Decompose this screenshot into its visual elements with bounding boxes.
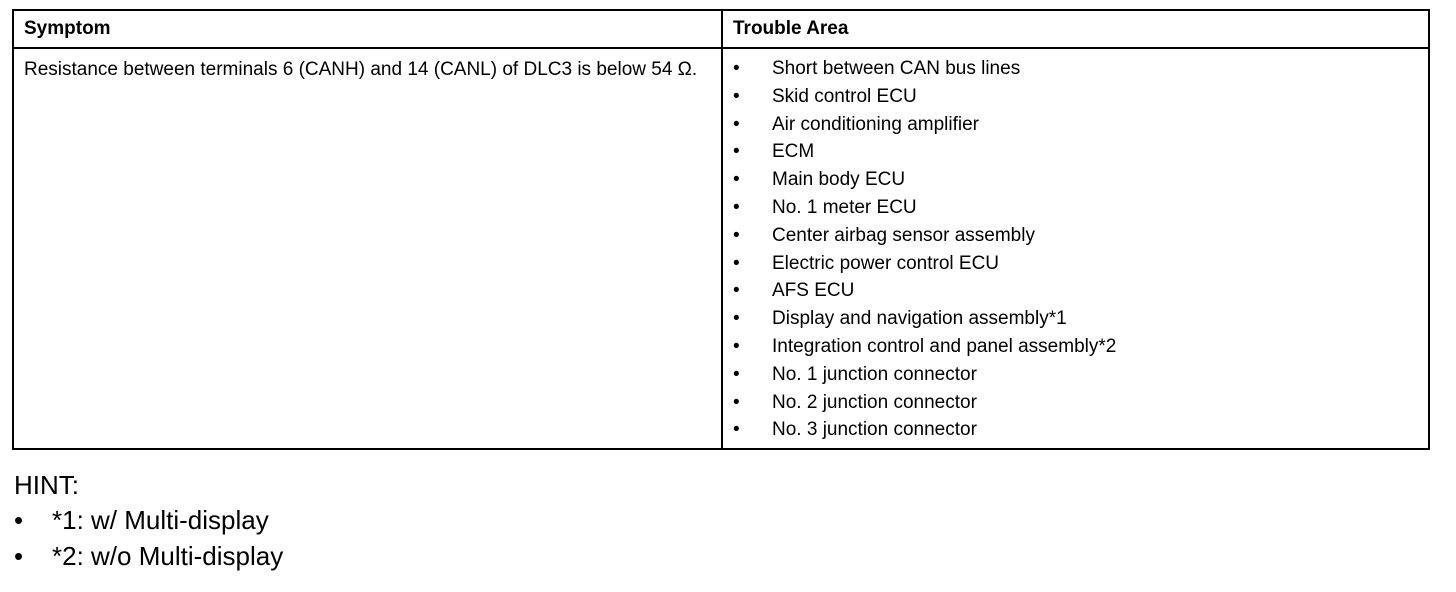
bullet-icon: •	[733, 363, 740, 385]
symptom-cell: Resistance between terminals 6 (CANH) and 14 (CANL) of DLC3 is below 54 Ω.	[24, 59, 698, 80]
trouble-area-text: Short between CAN bus lines	[772, 58, 1021, 79]
bullet-icon: •	[733, 58, 740, 79]
bullet-icon: •	[733, 169, 740, 191]
bullet-icon: •	[733, 196, 740, 218]
trouble-area-text: No. 3 junction connector	[772, 419, 977, 441]
bullet-icon: •	[733, 252, 740, 274]
trouble-table	[12, 9, 1430, 450]
bullet-icon: •	[733, 85, 740, 107]
trouble-area-text: AFS ECU	[772, 280, 855, 302]
bullet-icon: •	[733, 335, 740, 357]
bullet-icon: •	[733, 141, 740, 163]
bullet-icon: •	[733, 391, 740, 413]
bullet-icon: •	[733, 419, 740, 441]
trouble-area-text: Electric power control ECU	[772, 252, 1000, 274]
bullet-icon: •	[733, 224, 740, 246]
bullet-icon: •	[14, 541, 24, 571]
trouble-area-text: Integration control and panel assembly*2	[772, 335, 1117, 357]
trouble-area-text: Skid control ECU	[772, 85, 917, 107]
trouble-area-text: Display and navigation assembly*1	[772, 308, 1067, 330]
trouble-area-text: No. 1 meter ECU	[772, 196, 917, 218]
symptom-header: Symptom	[24, 18, 111, 39]
column-divider	[721, 11, 723, 448]
trouble-area-text: No. 2 junction connector	[772, 391, 977, 413]
trouble-area-text: ECM	[772, 141, 815, 163]
bullet-icon: •	[733, 280, 740, 302]
hint-item-text: *2: w/o Multi-display	[52, 541, 284, 571]
trouble-area-text: Center airbag sensor assembly	[772, 224, 1035, 246]
bullet-icon: •	[14, 505, 24, 535]
bullet-icon: •	[733, 308, 740, 330]
hint-item-text: *1: w/ Multi-display	[52, 505, 269, 535]
trouble-area-text: Main body ECU	[772, 169, 906, 191]
bullet-icon: •	[733, 113, 740, 135]
trouble-area-text: Air conditioning amplifier	[772, 113, 979, 135]
trouble-area-text: No. 1 junction connector	[772, 363, 977, 385]
trouble-area-header: Trouble Area	[733, 18, 849, 39]
hint-title: HINT:	[14, 470, 79, 500]
